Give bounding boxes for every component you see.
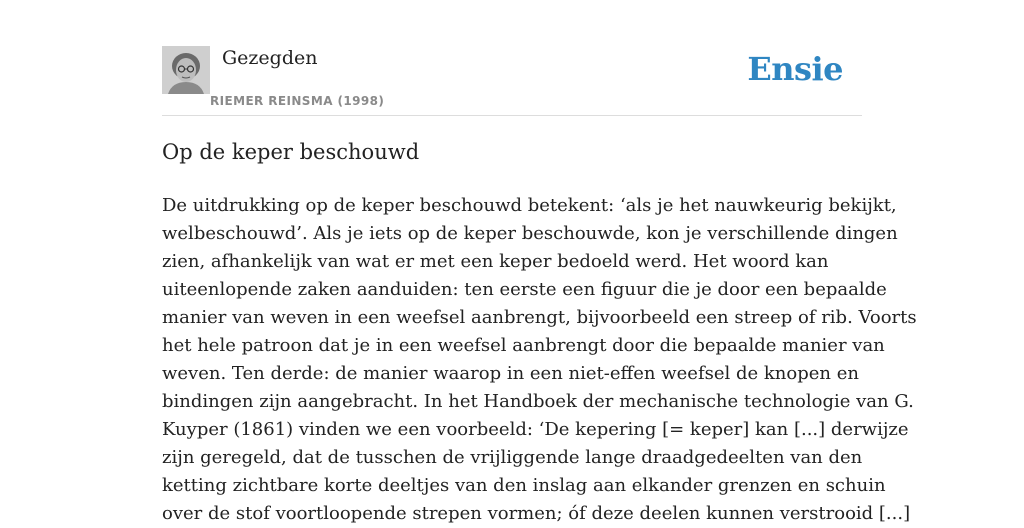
author-byline: RIEMER REINSMA (1998) — [210, 94, 385, 108]
body-line: zien, afhankelijk van wat er met een keper bedoeld werd. Het woord kan — [162, 251, 829, 272]
body-line: het hele patroon dat je in een weefsel aanbrengt door die bepaalde manier van — [162, 335, 885, 356]
body-line: ketting zichtbare korte deeltjes van den inslag aan elkander grenzen en schuin — [162, 475, 886, 496]
article-title: Op de keper beschouwd — [162, 140, 420, 164]
body-line: over de stof voortloopende strepen vormen; óf deze deelen kunnen verstrooid [...] — [162, 503, 911, 524]
body-line: bindingen zijn aangebracht. In het Handboek der mechanische technologie van G. — [162, 391, 914, 412]
body-line: welbeschouwd’. Als je iets op de keper beschouwde, kon je verschillende dingen — [162, 223, 898, 244]
person-portrait-icon — [162, 46, 210, 94]
body-line: zijn geregeld, dat de tusschen de vrijliggende lange draadgedeelten van den — [162, 447, 863, 468]
body-line: De uitdrukking op de keper beschouwd betekent: ‘als je het nauwkeurig bekijkt, — [162, 195, 897, 216]
collection-title[interactable]: Gezegden — [222, 47, 318, 69]
body-line: Kuyper (1861) vinden we een voorbeeld: ‘De kepering [= keper] kan [...] derwijze — [162, 419, 909, 440]
body-line: manier van weven in een weefsel aanbrengt, bijvoorbeeld een streep of rib. Voorts — [162, 307, 917, 328]
body-line: uiteenlopende zaken aanduiden: ten eerste een figuur die je door een bepaalde — [162, 279, 887, 300]
brand-logo[interactable]: Ensie — [747, 50, 843, 88]
article-body — [162, 192, 917, 528]
author-avatar — [162, 46, 210, 94]
body-line: weven. Ten derde: de manier waarop in een niet-effen weefsel de knopen en — [162, 363, 859, 384]
header-divider — [162, 115, 862, 116]
header — [162, 46, 862, 116]
